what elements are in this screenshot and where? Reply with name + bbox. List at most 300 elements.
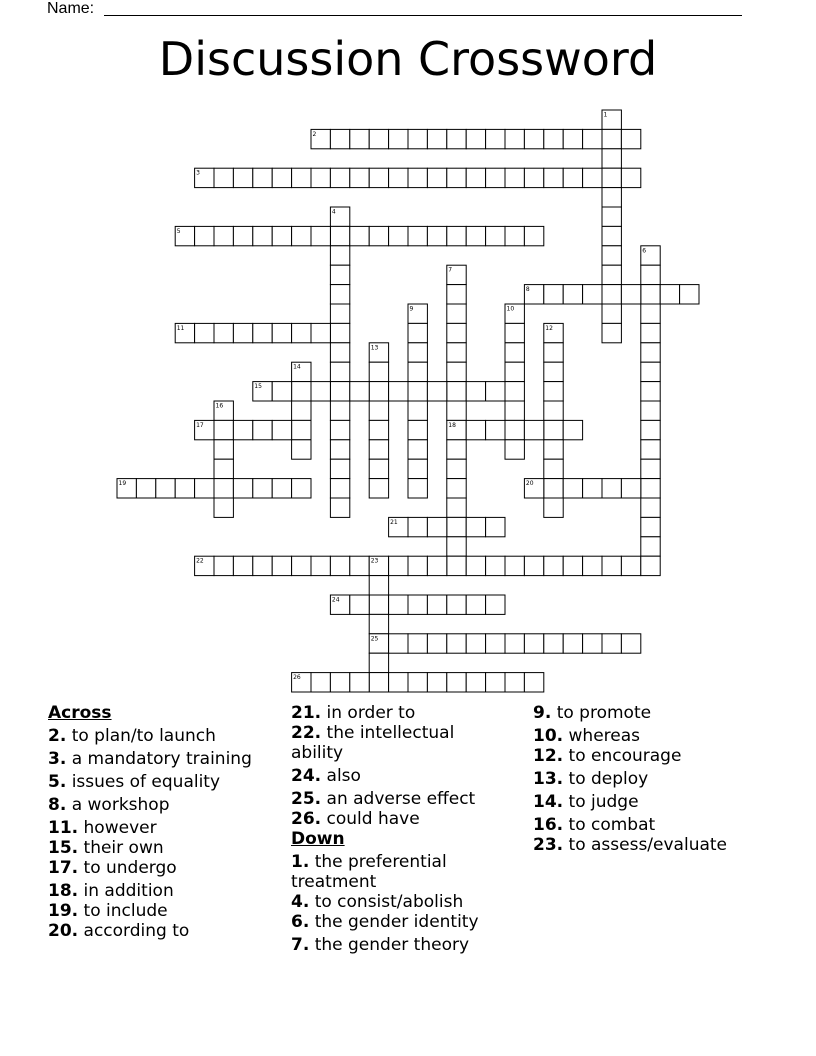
grid-cell[interactable] <box>544 498 563 517</box>
grid-cell[interactable] <box>369 653 388 672</box>
grid-cell[interactable] <box>330 382 349 401</box>
clue-number-label: 26 <box>293 674 301 682</box>
grid-cell[interactable] <box>447 168 466 187</box>
grid-cell[interactable] <box>505 556 524 575</box>
clue-across-24 <box>291 766 521 786</box>
grid-cell[interactable] <box>660 285 679 304</box>
clue-number-label: 11 <box>176 324 185 332</box>
grid-cell[interactable] <box>486 634 505 653</box>
grid-cell[interactable] <box>427 226 446 245</box>
grid-cell[interactable] <box>524 168 543 187</box>
grid-cell[interactable] <box>195 226 214 245</box>
grid-cell[interactable] <box>214 556 233 575</box>
grid-cell[interactable] <box>233 420 252 439</box>
grid-cell[interactable] <box>389 595 408 614</box>
grid-cell[interactable] <box>369 129 388 148</box>
grid-cell[interactable] <box>641 265 660 284</box>
grid-cell[interactable] <box>447 362 466 381</box>
grid-cell[interactable] <box>486 168 505 187</box>
clue-number: 19. <box>48 901 79 921</box>
grid-cell[interactable] <box>524 556 543 575</box>
grid-cell[interactable] <box>233 168 252 187</box>
grid-cell[interactable] <box>272 479 291 498</box>
grid-cell[interactable] <box>369 382 388 401</box>
grid-cell[interactable] <box>602 265 621 284</box>
grid-cell[interactable] <box>369 440 388 459</box>
grid-cell[interactable] <box>466 673 485 692</box>
grid-cell[interactable] <box>195 323 214 342</box>
grid-cell[interactable] <box>408 420 427 439</box>
clue-number-label: 13 <box>370 344 379 352</box>
grid-cell[interactable] <box>563 285 582 304</box>
clue-down-6 <box>291 912 521 932</box>
grid-cell[interactable] <box>136 479 155 498</box>
grid-cell[interactable] <box>253 168 272 187</box>
grid-cell[interactable] <box>447 226 466 245</box>
grid-cell[interactable] <box>544 285 563 304</box>
grid-cell[interactable] <box>292 479 311 498</box>
grid-cell[interactable] <box>369 576 388 595</box>
grid-cell[interactable] <box>602 149 621 168</box>
grid-cell[interactable] <box>214 168 233 187</box>
grid-cell[interactable] <box>350 382 369 401</box>
grid-cell[interactable] <box>447 517 466 536</box>
grid-cell[interactable] <box>641 459 660 478</box>
clue-number: 13. <box>533 769 564 789</box>
grid-cell[interactable] <box>602 246 621 265</box>
grid-cell[interactable] <box>583 479 602 498</box>
grid-cell[interactable] <box>330 420 349 439</box>
grid-cell[interactable] <box>486 382 505 401</box>
grid-cell[interactable] <box>292 168 311 187</box>
grid-cell[interactable] <box>311 382 330 401</box>
grid-cell[interactable] <box>369 226 388 245</box>
grid-cell[interactable] <box>602 556 621 575</box>
grid-cell[interactable] <box>272 556 291 575</box>
grid-cell[interactable] <box>350 129 369 148</box>
grid-cell[interactable] <box>602 285 621 304</box>
grid-cell[interactable] <box>272 168 291 187</box>
grid-cell[interactable] <box>602 207 621 226</box>
clue-text: also <box>326 766 361 786</box>
grid-cell[interactable] <box>330 226 349 245</box>
grid-cell[interactable] <box>466 595 485 614</box>
clue-number: 26. <box>291 809 322 829</box>
clue-number-label: 25 <box>370 635 379 643</box>
grid-cell[interactable] <box>544 401 563 420</box>
clue-number: 25. <box>291 789 322 809</box>
grid-cell[interactable] <box>292 401 311 420</box>
grid-cell[interactable] <box>408 517 427 536</box>
grid-cell[interactable] <box>447 459 466 478</box>
clue-number: 10. <box>533 726 564 746</box>
grid-cell[interactable] <box>641 420 660 439</box>
grid-cell[interactable] <box>408 362 427 381</box>
grid-cell[interactable] <box>427 595 446 614</box>
clue-text: the gender identity <box>314 912 479 932</box>
grid-cell[interactable] <box>621 479 640 498</box>
clue-column-3 <box>533 703 773 855</box>
grid-cell[interactable] <box>602 188 621 207</box>
clue-text: whereas <box>568 726 641 746</box>
grid-cell[interactable] <box>253 323 272 342</box>
clue-number-label: 2 <box>312 130 317 138</box>
grid-cell[interactable] <box>311 323 330 342</box>
grid-cell[interactable] <box>505 634 524 653</box>
grid-cell[interactable] <box>389 634 408 653</box>
grid-cell[interactable] <box>408 459 427 478</box>
grid-cell[interactable] <box>369 420 388 439</box>
grid-cell[interactable] <box>486 517 505 536</box>
clue-number-label: 6 <box>642 247 647 255</box>
grid-cell[interactable] <box>486 595 505 614</box>
grid-cell[interactable] <box>641 517 660 536</box>
clue-down-7 <box>291 935 521 955</box>
grid-cell[interactable] <box>195 479 214 498</box>
grid-cell[interactable] <box>408 343 427 362</box>
grid-cell[interactable] <box>330 129 349 148</box>
grid-cell[interactable] <box>505 343 524 362</box>
clue-across-25 <box>291 789 521 809</box>
grid-cell[interactable] <box>621 285 640 304</box>
grid-cell[interactable] <box>350 168 369 187</box>
grid-cell[interactable] <box>408 129 427 148</box>
grid-cell[interactable] <box>369 459 388 478</box>
grid-cell[interactable] <box>641 556 660 575</box>
grid-cell[interactable] <box>505 401 524 420</box>
grid-cell[interactable] <box>466 226 485 245</box>
grid-cell[interactable] <box>350 595 369 614</box>
clue-number: 12. <box>533 746 564 766</box>
grid-cell[interactable] <box>447 537 466 556</box>
grid-cell[interactable] <box>330 265 349 284</box>
grid-cell[interactable] <box>253 479 272 498</box>
grid-cell[interactable] <box>330 362 349 381</box>
grid-cell[interactable] <box>524 226 543 245</box>
grid-cell[interactable] <box>292 556 311 575</box>
grid-cell[interactable] <box>427 517 446 536</box>
grid-cell[interactable] <box>544 479 563 498</box>
grid-cell[interactable] <box>253 556 272 575</box>
grid-cell[interactable] <box>621 556 640 575</box>
grid-cell[interactable] <box>544 556 563 575</box>
grid-cell[interactable] <box>544 459 563 478</box>
grid-cell[interactable] <box>466 556 485 575</box>
grid-cell[interactable] <box>602 226 621 245</box>
grid-cell[interactable] <box>272 382 291 401</box>
grid-cell[interactable] <box>563 634 582 653</box>
grid-cell[interactable] <box>602 634 621 653</box>
grid-cell[interactable] <box>486 673 505 692</box>
grid-cell[interactable] <box>544 168 563 187</box>
grid-cell[interactable] <box>583 556 602 575</box>
clue-down-16 <box>533 815 773 835</box>
clue-number-label: 14 <box>293 363 301 371</box>
grid-cell[interactable] <box>447 285 466 304</box>
grid-cell[interactable] <box>427 168 446 187</box>
grid-cell[interactable] <box>330 479 349 498</box>
grid-cell[interactable] <box>486 129 505 148</box>
grid-cell[interactable] <box>505 226 524 245</box>
clue-text: the preferential treatment <box>291 852 447 892</box>
clue-down-9 <box>533 703 773 723</box>
grid-cell[interactable] <box>544 420 563 439</box>
grid-cell[interactable] <box>311 556 330 575</box>
grid-cell[interactable] <box>214 420 233 439</box>
grid-cell[interactable] <box>602 304 621 323</box>
clue-number-label: 8 <box>525 286 530 294</box>
grid-cell[interactable] <box>330 343 349 362</box>
grid-cell[interactable] <box>544 362 563 381</box>
grid-cell[interactable] <box>641 537 660 556</box>
grid-cell[interactable] <box>602 168 621 187</box>
grid-cell[interactable] <box>447 479 466 498</box>
grid-cell[interactable] <box>389 673 408 692</box>
clue-number-label: 12 <box>545 324 553 332</box>
grid-cell[interactable] <box>641 479 660 498</box>
grid-cell[interactable] <box>369 479 388 498</box>
grid-cell[interactable] <box>641 401 660 420</box>
grid-cell[interactable] <box>233 479 252 498</box>
grid-cell[interactable] <box>544 440 563 459</box>
grid-cell[interactable] <box>369 362 388 381</box>
clue-across-22 <box>291 723 481 763</box>
grid-cell[interactable] <box>680 285 699 304</box>
grid-cell[interactable] <box>505 362 524 381</box>
grid-cell[interactable] <box>389 382 408 401</box>
grid-cell[interactable] <box>408 634 427 653</box>
grid-cell[interactable] <box>330 459 349 478</box>
grid-cell[interactable] <box>563 479 582 498</box>
grid-cell[interactable] <box>156 479 175 498</box>
grid-cell[interactable] <box>466 129 485 148</box>
name-label: Name: <box>47 0 95 17</box>
grid-cell[interactable] <box>466 517 485 536</box>
grid-cell[interactable] <box>524 420 543 439</box>
grid-cell[interactable] <box>427 634 446 653</box>
grid-cell[interactable] <box>408 479 427 498</box>
grid-cell[interactable] <box>447 343 466 362</box>
grid-cell[interactable] <box>330 323 349 342</box>
grid-cell[interactable] <box>272 420 291 439</box>
clue-text: to encourage <box>568 746 682 766</box>
grid-cell[interactable] <box>330 498 349 517</box>
grid-cell[interactable] <box>641 323 660 342</box>
grid-cell[interactable] <box>330 673 349 692</box>
grid-cell[interactable] <box>214 323 233 342</box>
clue-across-3 <box>48 749 278 769</box>
grid-cell[interactable] <box>641 304 660 323</box>
grid-cell[interactable] <box>389 168 408 187</box>
clue-number-label: 9 <box>409 305 414 313</box>
clue-number-label: 3 <box>196 169 200 177</box>
grid-cell[interactable] <box>350 226 369 245</box>
grid-cell[interactable] <box>253 420 272 439</box>
clue-across-17 <box>48 858 278 878</box>
grid-cell[interactable] <box>447 382 466 401</box>
grid-cell[interactable] <box>408 382 427 401</box>
grid-cell[interactable] <box>330 304 349 323</box>
grid-cell[interactable] <box>292 440 311 459</box>
grid-cell[interactable] <box>447 673 466 692</box>
grid-cell[interactable] <box>447 129 466 148</box>
grid-cell[interactable] <box>447 440 466 459</box>
clue-number: 21. <box>291 703 322 723</box>
clue-text: to promote <box>556 703 652 723</box>
clue-number: 7. <box>291 935 310 955</box>
grid-cell[interactable] <box>369 614 388 633</box>
grid-cell[interactable] <box>505 673 524 692</box>
grid-cell[interactable] <box>408 673 427 692</box>
grid-cell[interactable] <box>544 634 563 653</box>
clue-text: in order to <box>326 703 416 723</box>
grid-cell[interactable] <box>447 595 466 614</box>
clue-number: 5. <box>48 772 67 792</box>
grid-cell[interactable] <box>583 634 602 653</box>
grid-cell[interactable] <box>389 129 408 148</box>
grid-cell[interactable] <box>524 634 543 653</box>
grid-cell[interactable] <box>214 440 233 459</box>
grid-cell[interactable] <box>369 168 388 187</box>
grid-cell[interactable] <box>292 420 311 439</box>
grid-cell[interactable] <box>408 226 427 245</box>
grid-cell[interactable] <box>641 362 660 381</box>
grid-cell[interactable] <box>427 382 446 401</box>
grid-cell[interactable] <box>602 479 621 498</box>
grid-cell[interactable] <box>641 285 660 304</box>
grid-cell[interactable] <box>621 634 640 653</box>
grid-cell[interactable] <box>505 323 524 342</box>
grid-cell[interactable] <box>524 129 543 148</box>
grid-cell[interactable] <box>447 498 466 517</box>
clue-number: 17. <box>48 858 79 878</box>
grid-cell[interactable] <box>447 634 466 653</box>
grid-cell[interactable] <box>272 226 291 245</box>
grid-cell[interactable] <box>330 168 349 187</box>
grid-cell[interactable] <box>427 129 446 148</box>
grid-cell[interactable] <box>447 323 466 342</box>
grid-cell[interactable] <box>330 556 349 575</box>
grid-cell[interactable] <box>563 129 582 148</box>
grid-cell[interactable] <box>233 556 252 575</box>
clue-text: however <box>83 818 157 838</box>
clue-number: 23. <box>533 835 564 855</box>
grid-cell[interactable] <box>330 401 349 420</box>
grid-cell[interactable] <box>602 323 621 342</box>
grid-cell[interactable] <box>408 595 427 614</box>
grid-cell[interactable] <box>505 168 524 187</box>
grid-cell[interactable] <box>214 479 233 498</box>
grid-cell[interactable] <box>486 226 505 245</box>
clue-text: to undergo <box>83 858 177 878</box>
clue-number-label: 17 <box>196 421 204 429</box>
grid-cell[interactable] <box>427 673 446 692</box>
grid-cell[interactable] <box>505 129 524 148</box>
grid-cell[interactable] <box>447 304 466 323</box>
grid-cell[interactable] <box>544 382 563 401</box>
clue-number-label: 10 <box>506 305 515 313</box>
clue-text: to consist/abolish <box>314 892 464 912</box>
grid-cell[interactable] <box>350 556 369 575</box>
grid-cell[interactable] <box>253 226 272 245</box>
grid-cell[interactable] <box>602 129 621 148</box>
grid-cell[interactable] <box>369 401 388 420</box>
grid-cell[interactable] <box>408 556 427 575</box>
clue-across-26 <box>291 809 521 829</box>
grid-cell[interactable] <box>563 420 582 439</box>
grid-cell[interactable] <box>389 226 408 245</box>
grid-cell[interactable] <box>233 226 252 245</box>
grid-cell[interactable] <box>563 556 582 575</box>
grid-cell[interactable] <box>641 343 660 362</box>
grid-cell[interactable] <box>447 556 466 575</box>
grid-cell[interactable] <box>233 323 252 342</box>
grid-cell[interactable] <box>330 440 349 459</box>
grid-cell[interactable] <box>544 129 563 148</box>
grid-cell[interactable] <box>505 440 524 459</box>
clue-number: 15. <box>48 838 79 858</box>
grid-cell[interactable] <box>369 673 388 692</box>
grid-cell[interactable] <box>583 168 602 187</box>
grid-cell[interactable] <box>621 129 640 148</box>
grid-cell[interactable] <box>505 420 524 439</box>
grid-cell[interactable] <box>524 673 543 692</box>
grid-cell[interactable] <box>369 595 388 614</box>
grid-cell[interactable] <box>292 323 311 342</box>
grid-cell[interactable] <box>214 226 233 245</box>
grid-cell[interactable] <box>466 634 485 653</box>
grid-cell[interactable] <box>563 168 582 187</box>
grid-cell[interactable] <box>466 420 485 439</box>
grid-cell[interactable] <box>292 226 311 245</box>
grid-cell[interactable] <box>544 343 563 362</box>
grid-cell[interactable] <box>408 401 427 420</box>
grid-cell[interactable] <box>641 440 660 459</box>
grid-cell[interactable] <box>583 285 602 304</box>
grid-cell[interactable] <box>408 440 427 459</box>
grid-cell[interactable] <box>486 556 505 575</box>
grid-cell[interactable] <box>466 382 485 401</box>
across-heading: Across <box>48 703 112 723</box>
clue-number-label: 15 <box>254 383 262 391</box>
grid-cell[interactable] <box>292 382 311 401</box>
grid-cell[interactable] <box>272 323 291 342</box>
grid-cell[interactable] <box>311 673 330 692</box>
grid-cell[interactable] <box>505 382 524 401</box>
grid-cell[interactable] <box>466 168 485 187</box>
grid-cell[interactable] <box>621 168 640 187</box>
clue-down-1 <box>291 852 481 892</box>
grid-cell[interactable] <box>214 459 233 478</box>
grid-cell[interactable] <box>330 285 349 304</box>
clue-text: could have <box>326 809 420 829</box>
grid-cell[interactable] <box>486 420 505 439</box>
grid-cell[interactable] <box>330 246 349 265</box>
grid-cell[interactable] <box>641 382 660 401</box>
grid-cell[interactable] <box>408 168 427 187</box>
grid-cell[interactable] <box>311 168 330 187</box>
grid-cell[interactable] <box>389 556 408 575</box>
grid-cell[interactable] <box>175 479 194 498</box>
grid-cell[interactable] <box>447 401 466 420</box>
grid-cell[interactable] <box>408 323 427 342</box>
grid-cell[interactable] <box>350 673 369 692</box>
grid-cell[interactable] <box>427 556 446 575</box>
grid-cell[interactable] <box>641 498 660 517</box>
grid-cell[interactable] <box>583 129 602 148</box>
grid-cell[interactable] <box>311 226 330 245</box>
grid-cell[interactable] <box>214 498 233 517</box>
